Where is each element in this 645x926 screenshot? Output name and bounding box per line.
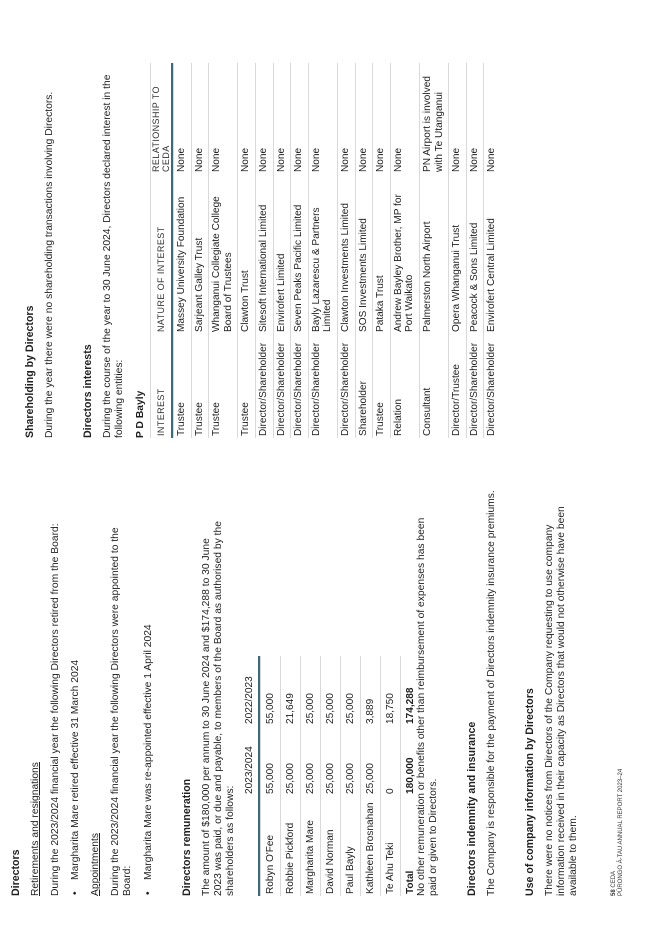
nature-cell: Pataka Trust <box>373 174 391 334</box>
relationship-cell: PN Airport is involved with Te Utanganui <box>419 63 448 174</box>
table-row <box>484 63 501 438</box>
relationship-cell: None <box>449 63 467 174</box>
interest-cell: Consultant <box>419 334 448 438</box>
nature-cell: Envirofert Central Limited <box>484 174 501 334</box>
interest-cell: Director/Shareholder <box>337 334 355 438</box>
bullet-dot-icon: • <box>143 891 154 895</box>
indemnity-text: The Company is responsible for the payment of Directors indemnity insurance premiums. <box>486 490 497 896</box>
relationship-cell: None <box>355 63 373 174</box>
retirements-text: During the 2023/2024 financial year the following Directors retired from the Board: <box>50 523 61 896</box>
table-row <box>419 63 448 438</box>
page-footer <box>611 769 625 896</box>
amount-cell: 55,000 <box>261 726 281 796</box>
retired-bullet-text: Margharita Mare retired effective 31 March 2024 <box>70 659 81 880</box>
amount-cell: 0 <box>381 726 401 796</box>
interest-cell: Trustee <box>174 334 192 438</box>
table-row <box>238 63 256 438</box>
relationship-cell: None <box>373 63 391 174</box>
relationship-cell: None <box>291 63 309 174</box>
table-header: 2022/2023 <box>244 676 255 724</box>
remuneration-heading: Directors remuneration <box>181 778 193 896</box>
amount-cell: 25,000 <box>361 726 381 796</box>
director-name-cell: Robbie Pickford <box>281 796 301 896</box>
interest-cell: Director/Shareholder <box>255 334 273 438</box>
table-row <box>255 63 273 438</box>
interest-cell: Shareholder <box>355 334 373 438</box>
bullet-dot-icon: • <box>70 891 81 895</box>
footer-report-title: PŪRONGO Ā-TAU ANNUAL REPORT 2023–24 <box>618 768 624 896</box>
remuneration-table <box>241 656 420 896</box>
director-name-cell: Te Ahu Teki <box>381 796 401 896</box>
amount-cell: 25,000 <box>281 726 301 796</box>
relationship-cell: None <box>255 63 273 174</box>
amount-cell: 25,000 <box>301 726 321 796</box>
table-row <box>355 63 373 438</box>
amount-cell: 25,000 <box>301 656 321 726</box>
interest-cell: Director/Shareholder <box>273 334 291 438</box>
nature-cell: Whanganui Collegiate College Board of Trustees <box>209 174 238 334</box>
nature-cell: Sitesoft International Limited <box>255 174 273 334</box>
interest-cell: Relation <box>390 334 419 438</box>
nature-cell: Envirofert Limited <box>273 174 291 334</box>
relationship-cell: None <box>337 63 355 174</box>
table-header: NATURE OF INTEREST <box>151 174 173 334</box>
shareholding-heading: Shareholding by Directors <box>24 305 36 438</box>
indemnity-heading: Directors indemnity and insurance <box>466 721 478 896</box>
director-name-cell: Robyn O'Fee <box>261 796 281 896</box>
table-row <box>174 63 192 438</box>
table-row <box>373 63 391 438</box>
nature-cell: Opera Whanganui Trust <box>449 174 467 334</box>
amount-cell: 25,000 <box>321 656 341 726</box>
use-info-text-line-3: available to them. <box>568 815 579 896</box>
nature-cell: Palmerston North Airport <box>419 174 448 334</box>
nature-cell: Massey University Foundation <box>174 174 192 334</box>
other-remuneration-line-2: paid or given to Directors. <box>428 778 439 896</box>
nature-cell: Clawton Trust <box>238 174 256 334</box>
interests-text-line-1: During the course of the year to 30 June 2024, Directors declared interest in the <box>102 74 113 438</box>
remuneration-header-row <box>241 656 259 896</box>
remuneration-text-line-2: 2023 was paid, or due and payable, to members of the Board as authorised by the <box>213 521 224 896</box>
page-number: 58 <box>611 889 617 896</box>
table-row <box>321 656 341 896</box>
amount-cell: 3,889 <box>361 656 381 726</box>
use-info-text-line-2: information received in their capacity as Directors that would not otherwise have been <box>556 506 567 896</box>
amount-cell: 21,649 <box>281 656 301 726</box>
table-row <box>449 63 467 438</box>
interests-heading: Directors interests <box>82 344 94 438</box>
total-amount: 180,000 <box>401 726 421 796</box>
interest-cell: Director/Shareholder <box>291 334 309 438</box>
amount-cell: 18,750 <box>381 656 401 726</box>
relationship-cell: None <box>191 63 209 174</box>
nature-cell: Peacock & Sons Limited <box>466 174 484 334</box>
interest-cell: Director/Shareholder <box>466 334 484 438</box>
appointments-link[interactable]: Appointments <box>90 833 101 896</box>
table-row <box>291 63 309 438</box>
total-amount: 174,288 <box>401 656 421 726</box>
amount-cell: 25,000 <box>341 726 361 796</box>
relationship-cell: None <box>273 63 291 174</box>
table-header <box>241 796 259 896</box>
relationship-cell: None <box>238 63 256 174</box>
interests-header-row <box>151 63 173 438</box>
interests-table <box>150 63 501 438</box>
table-row <box>381 656 401 896</box>
use-info-text-line-1: There were no notices from Directors of the Company requesting to use company <box>544 524 555 896</box>
relationship-cell: None <box>308 63 337 174</box>
nature-cell: SOS Investments Limited <box>355 174 373 334</box>
relationship-cell: None <box>174 63 192 174</box>
table-row <box>390 63 419 438</box>
director-name-cell: Paul Bayly <box>341 796 361 896</box>
table-header: INTEREST <box>151 334 173 438</box>
table-row <box>361 656 381 896</box>
table-row <box>341 656 361 896</box>
nature-cell: Seven Peaks Pacific Limited <box>291 174 309 334</box>
relationship-cell: None <box>484 63 501 174</box>
table-row <box>261 656 281 896</box>
amount-cell: 55,000 <box>261 656 281 726</box>
interest-cell: Trustee <box>373 334 391 438</box>
table-row <box>337 63 355 438</box>
amount-cell: 25,000 <box>321 726 341 796</box>
interest-cell: Director/Trustee <box>449 334 467 438</box>
relationship-cell: None <box>390 63 419 174</box>
interest-cell: Trustee <box>191 334 209 438</box>
footer-org: CEDA <box>611 870 617 888</box>
shareholding-text: During the year there were no shareholding transactions involving Directors. <box>44 91 55 438</box>
directors-heading: Directors <box>10 849 22 896</box>
table-row <box>301 656 321 896</box>
remuneration-text-line-3: shareholders as follows: <box>225 785 236 896</box>
retirements-link[interactable]: Retirements and resignations <box>30 762 41 896</box>
table-row <box>273 63 291 438</box>
interest-cell: Director/Shareholder <box>308 334 337 438</box>
use-info-heading: Use of company information by Directors <box>524 688 536 896</box>
appointed-bullet-text: Margharita Mare was re-appointed effective 1 April 2024 <box>143 624 154 880</box>
appointments-text-line-2: Board: <box>122 865 133 896</box>
interest-cell: Trustee <box>238 334 256 438</box>
nature-cell: Sarjeant Galley Trust <box>191 174 209 334</box>
nature-cell: Andrew Bayley Brother, MP for Port Waikato <box>390 174 419 334</box>
table-row <box>308 63 337 438</box>
table-row <box>466 63 484 438</box>
remuneration-text-line-1: The amount of $180,000 per annum to 30 June 2024 and $174,288 to 30 June <box>201 538 212 896</box>
other-remuneration-line-1: No other remuneration or benefits other than reimbursement of expenses has been <box>416 517 427 896</box>
appointments-text-line-1: During the 2023/2024 financial year the following Directors were appointed to the <box>110 527 121 896</box>
total-label: Total <box>401 796 421 896</box>
table-header: RELATIONSHIP TO CEDA <box>151 63 173 174</box>
interests-text-line-2: following entities: <box>114 359 125 438</box>
interest-cell: Director/Shareholder <box>484 334 501 438</box>
nature-cell: Bayly Lazarescu & Partners Limited <box>308 174 337 334</box>
table-row <box>191 63 209 438</box>
relationship-cell: None <box>466 63 484 174</box>
amount-cell: 25,000 <box>341 656 361 726</box>
table-row <box>281 656 301 896</box>
interest-cell: Trustee <box>209 334 238 438</box>
relationship-cell: None <box>209 63 238 174</box>
table-header: 2023/2024 <box>244 746 255 794</box>
director-name-cell: Margharita Mare <box>301 796 321 896</box>
table-row <box>209 63 238 438</box>
director-name: P D Bayly <box>135 390 146 438</box>
director-name-cell: Kathleen Brosnahan <box>361 796 381 896</box>
director-name-cell: David Norman <box>321 796 341 896</box>
nature-cell: Clawton Investments Limited <box>337 174 355 334</box>
